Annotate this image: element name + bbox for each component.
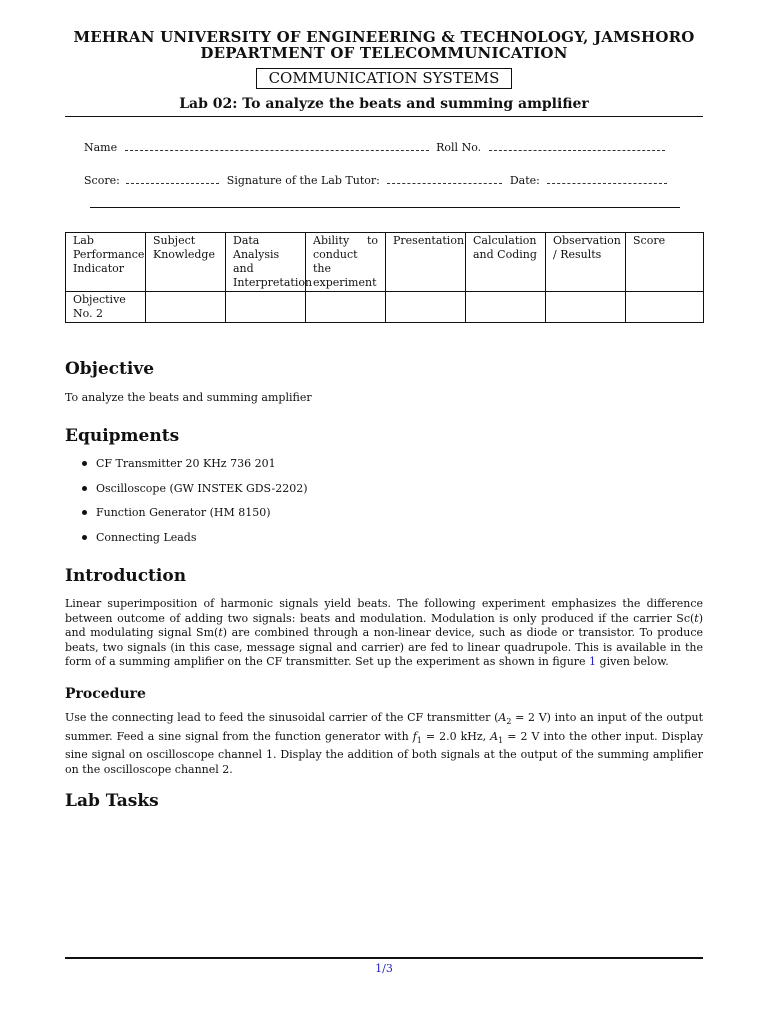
table-cell[interactable] — [146, 292, 226, 323]
introduction-heading: Introduction — [65, 566, 187, 586]
header-block — [0, 29, 768, 61]
table-cell[interactable] — [466, 292, 546, 323]
table-header-cell: Score — [626, 233, 704, 292]
roll-field[interactable] — [489, 142, 665, 151]
equipments-heading: Equipments — [65, 426, 180, 446]
score-label: Score: — [84, 174, 120, 187]
table-header-cell: Data Analysis and Interpretation — [226, 233, 306, 292]
name-label: Name — [84, 141, 118, 154]
bullet-icon — [82, 486, 87, 491]
table-cell[interactable] — [226, 292, 306, 323]
signature-field[interactable] — [387, 175, 502, 184]
score-row — [84, 174, 667, 187]
procedure-paragraph: Use the connecting lead to feed the sinusoidal carrier of the CF transmitter ($A_2 = 2$ V) into an input of the output summer. Feed a sine signal from the function generator with $f_1 = 2.0$ kHz, $A_1 = 2$ V into the other input. Display sine signal on oscilloscope channel 1. Display the addition of both signals at the output of the summing amplifier on the oscilloscope channel 2. — [65, 711, 703, 776]
list-item: CF Transmitter 20 KHz 736 201 — [82, 457, 276, 470]
table-header-cell: Calculation and Coding — [466, 233, 546, 292]
list-item: Function Generator (HM 8150) — [82, 506, 271, 519]
name-field[interactable] — [125, 142, 429, 151]
department-name: DEPARTMENT OF TELECOMMUNICATION — [200, 44, 568, 62]
lab-title: Lab 02: To analyze the beats and summing amplifier — [179, 96, 589, 112]
procedure-heading: Procedure — [65, 686, 146, 702]
date-field[interactable] — [547, 175, 667, 184]
score-field[interactable] — [126, 175, 219, 184]
table-header-cell: Ability to conduct the experiment — [306, 233, 386, 292]
list-item: Oscilloscope (GW INSTEK GDS-2202) — [82, 482, 308, 495]
page-number[interactable]: 1/3 — [375, 962, 393, 975]
form-rule — [90, 207, 680, 208]
course-title: COMMUNICATION SYSTEMS — [256, 68, 512, 89]
objective-heading: Objective — [65, 359, 155, 379]
objective-text: To analyze the beats and summing amplifier — [65, 391, 312, 404]
performance-table — [65, 232, 704, 323]
footer-rule — [65, 957, 703, 959]
table-cell[interactable] — [386, 292, 466, 323]
list-item: Connecting Leads — [82, 531, 197, 544]
table-cell[interactable] — [546, 292, 626, 323]
introduction-paragraph: Linear superimposition of harmonic signals yield beats. The following experiment emphasizes the difference between outcome of adding two signals: beats and modulation. Modulation is only produced if the carrier Sc(t) and modulating signal Sm(t) are combined through a non-linear device, such as diode or transistor. To produce beats, two signals (in this case, message signal and carrier) are fed to linear quadrupole. This is available in the form of a summing amplifier on the CF transmitter. Set up the experiment as shown in figure 1 given below. — [65, 597, 703, 668]
header-rule — [65, 116, 703, 117]
bullet-icon — [82, 461, 87, 466]
lab-tasks-heading: Lab Tasks — [65, 791, 159, 811]
date-label: Date: — [509, 174, 540, 187]
name-row — [84, 141, 665, 154]
figure-link[interactable]: 1 — [589, 655, 597, 668]
table-header-cell: Presentation — [386, 233, 466, 292]
signature-label: Signature of the Lab Tutor: — [226, 174, 380, 187]
table-row — [66, 292, 704, 323]
university-name: MEHRAN UNIVERSITY OF ENGINEERING & TECHNOLOGY, JAMSHORO — [73, 28, 695, 46]
bullet-icon — [82, 510, 87, 515]
roll-label: Roll No. — [436, 141, 482, 154]
table-header-cell: Lab Performance Indicator — [66, 233, 146, 292]
bullet-icon — [82, 535, 87, 540]
table-row-label: Objective No. 2 — [66, 292, 146, 323]
table-header-cell: Subject Knowledge — [146, 233, 226, 292]
table-cell[interactable] — [306, 292, 386, 323]
table-cell[interactable] — [626, 292, 704, 323]
table-header-cell: Observation / Results — [546, 233, 626, 292]
table-header-row — [66, 233, 704, 292]
